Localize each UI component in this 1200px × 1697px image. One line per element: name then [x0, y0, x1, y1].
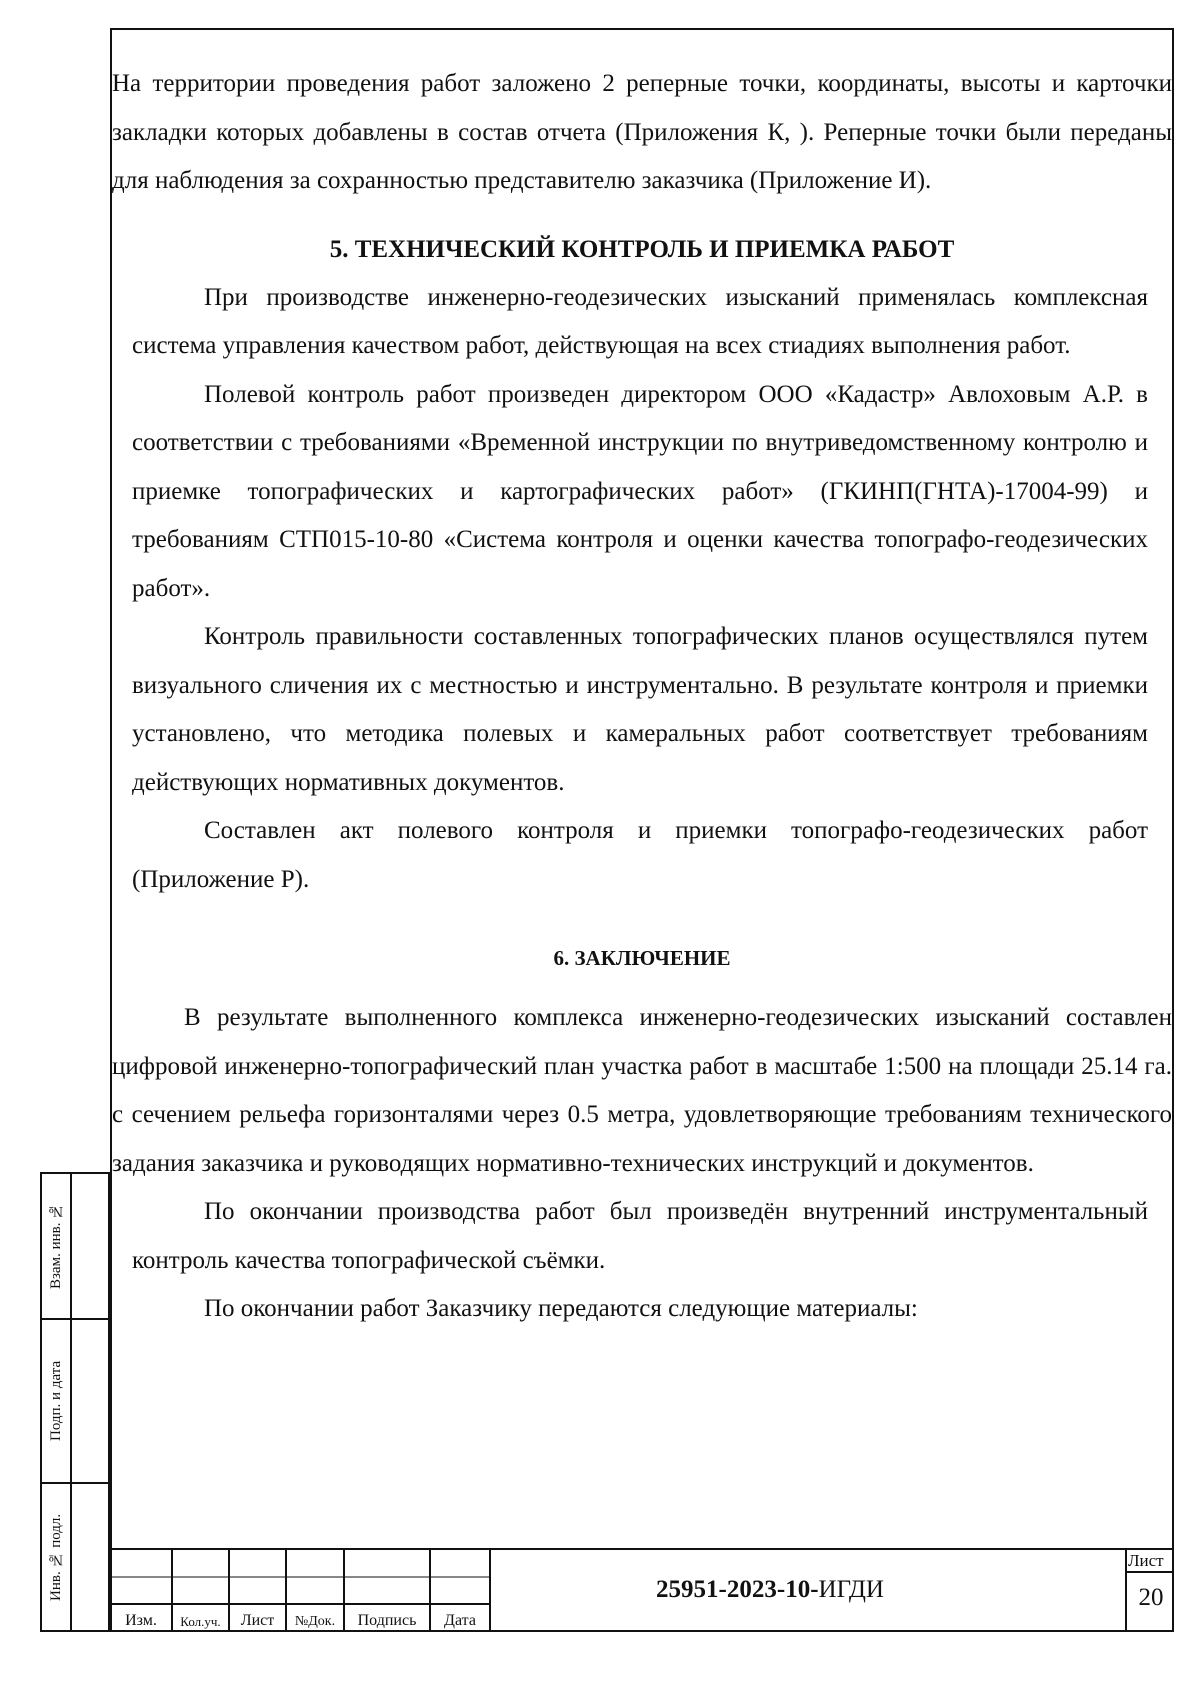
side-label-vzam: Взам. инв. № [48, 1202, 64, 1290]
paragraph-quality-system: При производстве инженерно-геодезических изысканий применялась комплексная система управления качеством работ, действующая на всех стиадиях выполнения работ. [132, 283, 1148, 359]
stamp-col-data: Дата [444, 1612, 476, 1629]
stamp-col-list: Лист [240, 1612, 275, 1629]
stamp-col-koluch: Кол.уч. [180, 1614, 221, 1629]
document-code-suffix: ИГДИ [818, 1576, 884, 1603]
section-6-heading: 6. ЗАКЛЮЧЕНИЕ [553, 946, 731, 970]
stamp-col-ndok: №Док. [294, 1614, 336, 1629]
stamp-col-podpis: Подпись [357, 1612, 417, 1629]
side-label-podp: Подп. и дата [48, 1360, 64, 1442]
paragraph-plan-control: Контроль правильности составленных топографических планов осуществлялся путем визуального сличения их с местностью и инструментально. В результате контроля и приемки установлено, что методика полевых и камеральных работ соответствует требованиям действующих нормативных документов. [132, 623, 1148, 796]
document-code [490, 1576, 1050, 1604]
paragraph-field-control: Полевой контроль работ произведен директором ООО «Кадастр» Авлоховым А.Р. в соответствии с требованиями «Временной инструкции по внутриведомственному контролю и приемке топографических и картографических работ» (ГКИНП(ГНТА)-17004-99) и требованиям СТП015-10-80 «Система контроля и оценки качества топографо-геодезических работ». [132, 380, 1148, 602]
sheet-number: 20 [1138, 1584, 1164, 1611]
document-code-number: 25951-2023-10- [656, 1576, 819, 1603]
sheet-label: Лист [1128, 1551, 1164, 1570]
section-5-heading: 5. ТЕХНИЧЕСКИЙ КОНТРОЛЬ И ПРИЕМКА РАБОТ [329, 235, 955, 263]
paragraph-materials: По окончании работ Заказчику передаются следующие материалы: [204, 1295, 918, 1322]
paragraph-internal-control: По окончании производства работ был произведён внутренний инструментальный контроль качества топографической съёмки. [132, 1198, 1148, 1274]
paragraph-conclusion: В результате выполненного комплекса инженерно-геодезических изысканий составлен цифровой инженерно-топографический план участка работ в масштабе 1:500 на площади 25.14 га. с сечением рельефа горизонталями через 0.5 метра, удовлетворяющие требованиям технического задания заказчика и руководящих нормативно-технических инструкций и документов. [112, 1004, 1172, 1177]
paragraph-benchmarks: На территории проведения работ заложено 2 реперные точки, координаты, высоты и карточки закладки которых добавлены в состав отчета (Приложения К, ). Реперные точки были переданы для наблюдения за сохранностью представителю заказчика (Приложение И). [112, 70, 1172, 194]
stamp-col-izm: Изм. [125, 1612, 157, 1629]
side-label-inv: Инв. № подл. [48, 1513, 64, 1601]
paragraph-act: Составлен акт полевого контроля и приемки топографо-геодезических работ (Приложение Р). [132, 817, 1148, 893]
